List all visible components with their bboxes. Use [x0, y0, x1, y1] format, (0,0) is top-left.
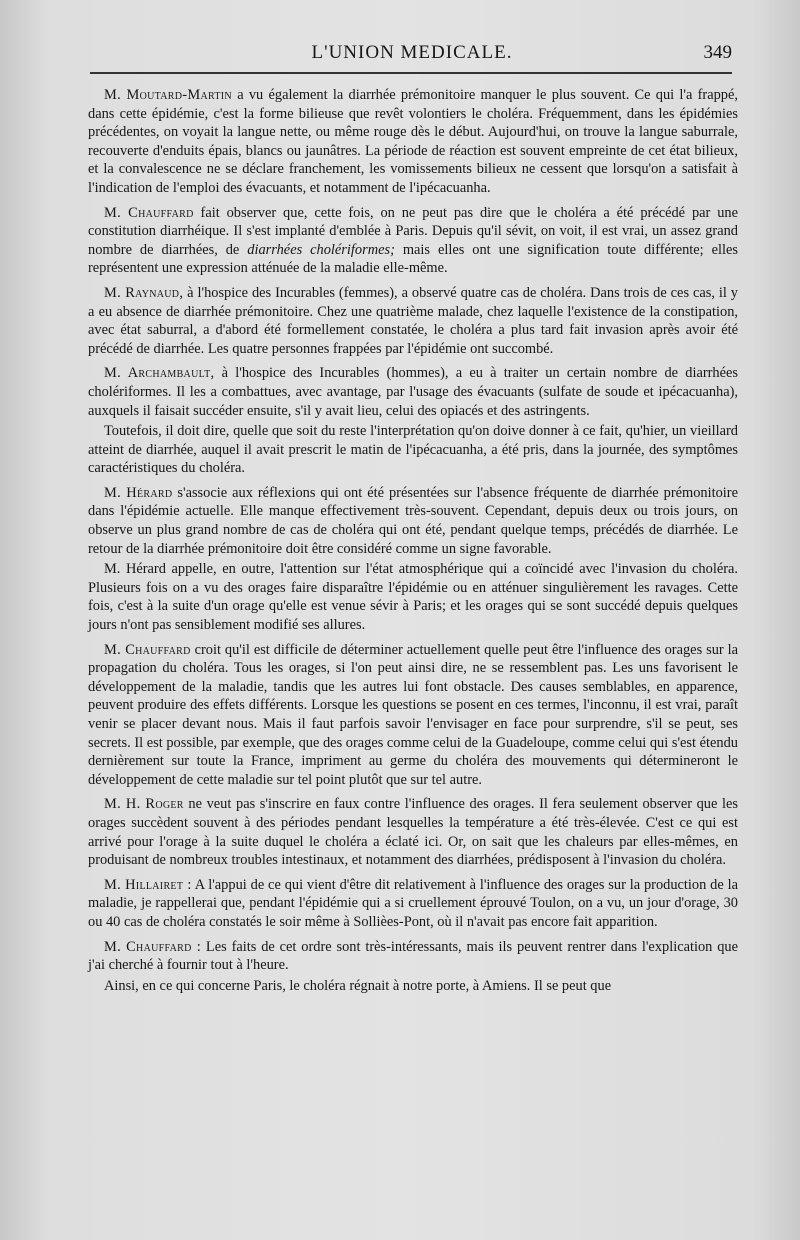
paragraph-text: a vu également la diarrhée prémonitoire manquer le plus souvent. Ce qui l'a frappé, dans cette épidémie, c'est la forme bilieuse que revêt volontiers le choléra. Fréquemment, dans les épidémies précédentes, on voyait la langue nette, ou même rouge dès le début. Aujourd'hui, on trouve la langue saburrale, recouverte d'enduits épais, blancs ou jaunâtres. La période de réaction est souvent empreinte de cet état bilieux, et la convalescence ne se déclare franchement, les vomissements bilieux ne cessent que lorsqu'on a satisfait à l'indication de l'emploi des évacuants, et notamment de l'ipécacuanha. [88, 87, 738, 196]
running-title: L'UNION MEDICALE. [311, 42, 513, 63]
paragraph-text: A l'appui de ce qui vient d'être dit relativement à l'influence des orages sur la production de la maladie, je rappellerai que, pendant l'épidémie qui a si cruellement éprouvé Toulon, on a vu, un jour d'orage, 30 ou 40 cas de choléra constatés le soir même à Sollièes-Pont, où il n'avait pas encore fait apparition. [88, 876, 738, 930]
paragraph-archambault-cont [88, 422, 738, 478]
paragraph-hillairet [88, 876, 738, 932]
paragraph-text: Les faits de cet ordre sont très-intéressants, mais ils peuvent rentrer dans l'explication que j'ai cherché à fournir tout à l'heure. [88, 938, 739, 974]
paragraph-text: croit qu'il est difficile de déterminer actuellement quelle peut être l'influence des orages sur la propagation du choléra. Tous les orages, si l'on peut ainsi dire, ne se ressemblent pas. Les uns favorisent le développement de la maladie, tandis que les autres lui font obstacle. Des causes semblables, en apparence, peuvent produire des effets différents. Lorsque les questions se posent en ces termes, l'inconnu, il est vrai, paraît venir se placer devant nous. Mais il faut parfois savoir l'envisager en face pour surprendre, s'il se peut, ses secrets. Il est possible, par exemple, que des orages comme celui de la Guadeloupe, comme celui qui s'est étendu dernièrement sur toute la France, impriment au germe du choléra des mouvements qui détermineront le développement de cette maladie sur tel point plutôt que sur tel autre. [88, 641, 738, 788]
paragraph-text-after: mais elles ont une signification toute différente; elles représentent une expression atténuée de la maladie elle-même. [88, 241, 738, 277]
running-header [92, 38, 732, 68]
paragraph-final [88, 977, 738, 996]
speaker-name: M. Hérard [104, 484, 173, 501]
paragraph-raynaud [88, 284, 738, 358]
speaker-name: M. Raynaud, [104, 284, 184, 301]
paragraph-text: fait observer que, cette fois, on ne peut pas dire que le choléra a été précédé par une constitution diarrhéique. Il s'est implanté d'emblée à Paris. Depuis qu'il sévit, on voit, il est vrai, un assez grand nombre de diarrhées, de [88, 204, 738, 258]
paragraph-moutard-martin [88, 86, 738, 198]
speaker-name: M. Chauffard [104, 204, 194, 221]
paragraph-archambault [88, 364, 738, 420]
paragraph-text: M. Hérard appelle, en outre, l'attention sur l'état atmosphérique qui a coïncidé avec l'invasion du choléra. Plusieurs fois on a vu des orages faire disparaître l'épidémie ou en atténuer singulièrement les ravages. Cette fois, c'est à la suite d'un orage qu'elle est venue sévir à Paris; et les orages qui se sont succédé depuis quelques jours n'ont pas sensiblement modifié ses allures. [88, 561, 738, 634]
paragraph-text: Ainsi, en ce qui concerne Paris, le choléra régnait à notre porte, à Amiens. Il se peut que [104, 977, 612, 994]
paragraph-roger [88, 795, 738, 869]
paragraph-herard-cont [88, 560, 738, 634]
speaker-name: M. Chauffard : [104, 938, 202, 955]
paragraph-herard [88, 484, 738, 558]
paragraph-text: ne veut pas s'inscrire en faux contre l'influence des orages. Il fera seulement observer que les orages succèdent souvent à des périodes pendant lesquelles la température a été très-élevée. C'est ce qui est arrivé pour l'orage à la suite duquel le choléra a éclaté ici. Or, on sait que les chaleurs par elles-mêmes, en produisant de nombreux troubles intestinaux, et notamment des diarrhées, prédisposent à l'invasion du choléra. [88, 796, 739, 869]
speaker-name: M. Hillairet : [104, 876, 192, 893]
paragraph-text: Toutefois, il doit dire, quelle que soit du reste l'interprétation qu'on doive donner à ce fait, qu'hier, un vieillard atteint de diarrhée, auquel il avait prescrit le matin de l'ipécacuanha, a été pris, dans la journée, des symptômes caractéristiques du choléra. [88, 423, 738, 477]
body-text [88, 86, 738, 1001]
speaker-name: M. Archambault, [104, 365, 215, 382]
paragraph-text: à l'hospice des Incurables (femmes), a observé quatre cas de choléra. Dans trois de ces cas, il y a eu absence de diarrhée prémonitoire. Chez une quatrième malade, chez laquelle l'existence de la constipation, avec état saburral, a d'abord été formellement constatée, le choléra a plus tard fait invasion après avoir été précédé de diarrhée. Les quatre personnes frappées par l'épidémie ont succombé. [88, 284, 738, 357]
speaker-name: M. H. Roger [104, 796, 184, 813]
italic-term: diarrhées cholériformes; [247, 241, 395, 258]
paragraph-chauffard-2 [88, 641, 738, 790]
paragraph-chauffard-1 [88, 204, 738, 278]
paragraph-text: s'associe aux réflexions qui ont été présentées sur l'absence fréquente de diarrhée prémonitoire dans l'épidémie actuelle. Elle manque effectivement très-souvent. Cependant, depuis deux ou trois jours, on observe un plus grand nombre de cas de choléra qui ont été, pendant quelque temps, précédés de diarrhée. Le retour de la diarrhée prémonitoire doit être considéré comme un signe favorable. [88, 484, 738, 557]
speaker-name: M. Chauffard [104, 641, 191, 658]
header-rule [90, 72, 732, 74]
paragraph-text: à l'hospice des Incurables (hommes), a eu à traiter un certain nombre de diarrhées cholériformes. Il les a combattues, avec avantage, par l'usage des évacuants (sulfate de soude et ipécacuanha), auxquels il faisait succéder ensuite, s'il y avait lieu, celui des opiacés et des astringents. [88, 365, 739, 419]
page-number: 349 [703, 42, 732, 63]
speaker-name: M. Moutard-Martin [104, 87, 232, 103]
paragraph-chauffard-3 [88, 938, 738, 975]
